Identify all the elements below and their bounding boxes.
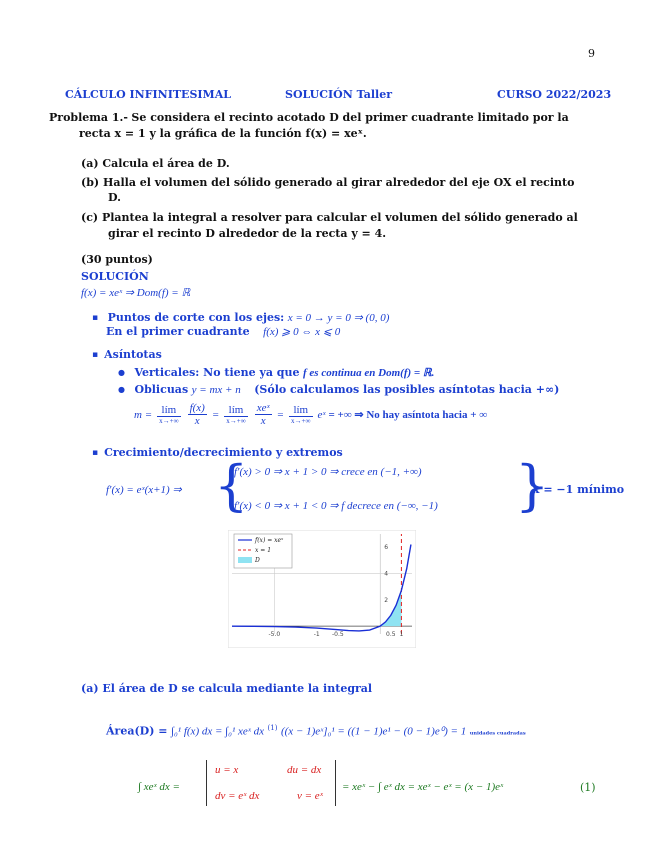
vertical-asymptotes (118, 366, 434, 379)
x-tick-label: 1 (399, 631, 404, 639)
function-plot (228, 530, 416, 648)
item-a (81, 157, 230, 170)
x-tick-label: 0.5 (386, 631, 396, 639)
left-brace: { (214, 454, 249, 517)
vertical-math: f es continua en Dom(f) = ℝ. (303, 367, 435, 379)
item-b-text: Halla el volumen del sólido generado al girar alrededor del eje OX el recinto (102, 176, 575, 189)
solution-title: SOLUCIÓN (81, 270, 149, 283)
parts-u: u = x (215, 764, 239, 776)
legend-entry: f(x) = xeˣ (255, 537, 284, 544)
oblique-note: (Sólo calculamos las posibles asíntotas hacia +∞) (254, 383, 560, 396)
area-label: Área(D) = (106, 724, 168, 738)
item-a-text: Calcula el área de D. (102, 157, 230, 170)
x-tick-label: -5.0 (268, 631, 281, 639)
parts-lhs: ∫ xeˣ dx = (138, 781, 180, 793)
growth-heading: ▪ Crecimiento/decrecimiento y extremos (92, 446, 343, 459)
item-b-text-2: D. (108, 191, 121, 204)
parts-rhs: = xeˣ − ∫ eˣ dx = xeˣ − eˣ = (x − 1)eˣ (342, 781, 504, 793)
item-b-tag: (b) (81, 176, 100, 189)
y-tick-label: 2 (384, 596, 389, 604)
case-1: f′(x) > 0 ⇒ x + 1 > 0 ⇒ crece en (−1, +∞) (234, 466, 422, 478)
oblique-asymptotes (118, 383, 559, 396)
minimum-label: x = −1 mínimo (533, 483, 625, 496)
document-type: SOLUCIÓN Taller (285, 88, 393, 101)
m-limit-line: m = $\frac{\text{lím}}{x\to+\infty}$ $\frac{f(x)}{x}$ = $\frac{\text{lím}}{x\to+\infty}$ $\frac{\text{xeˣ}}{x}$ = $\frac{\text{lím}}{x\to+\infty}$ eˣ = +∞ ⇒ No hay asíntota hacia + ∞ (134, 402, 488, 427)
course-year: CURSO 2022/2023 (497, 88, 612, 101)
vertical-label: Verticales: No tiene ya que (134, 366, 300, 379)
course-title: CÁLCULO INFINITESIMAL (65, 88, 231, 101)
first-quadrant-label: En el primer cuadrante (106, 325, 250, 338)
problem-text-1: Se considera el recinto acotado D del primer cuadrante limitado por la (131, 111, 569, 124)
area-eq-mark: (1) (267, 724, 278, 732)
parts-eq-number: (1) (580, 781, 596, 794)
case-2: f′(x) < 0 ⇒ x + 1 < 0 ⇒ f decrece en (−∞, −1) (234, 500, 438, 512)
problem-text-2: recta x = 1 y la gráfica de la función f(x) = xeˣ. (79, 127, 367, 140)
parts-v: v = eˣ (297, 790, 323, 802)
case-increasing (234, 465, 422, 478)
first-quadrant (106, 325, 340, 338)
asymptotes-heading: ▪ Asíntotas (92, 348, 162, 361)
area-expr: ∫₀¹ f(x) dx = ∫₀¹ xeˣ dx (170, 725, 265, 738)
legend-entry: x = 1 (255, 547, 272, 554)
parts-dv: dv = eˣ dx (215, 790, 260, 802)
item-c (81, 211, 578, 224)
domain-line: f(x) = xeˣ ⇒ Dom(f) = ℝ (81, 287, 191, 299)
points: (30 puntos) (81, 253, 153, 266)
legend-swatch-region (238, 557, 252, 563)
item-a-tag: (a) (81, 157, 99, 170)
cuts-math: x = 0 → y = 0 ⇒ (0, 0) (287, 312, 390, 324)
parts-du: du = dx (287, 764, 322, 776)
oblique-math: y = mx + n (191, 384, 241, 396)
area-line (106, 724, 526, 738)
oblique-label: Oblicuas (134, 383, 189, 396)
page-number: 9 (588, 47, 595, 60)
area-units: unidades cuadradas (469, 730, 526, 737)
x-tick-label: -0.5 (332, 631, 344, 639)
part-a-heading: (a) El área de D se calcula mediante la integral (81, 682, 373, 695)
problem-label: Problema 1.- (49, 111, 128, 124)
parts-table (206, 760, 336, 806)
legend-entry: D (255, 557, 260, 564)
item-b (81, 176, 574, 189)
m-limit-result: = +∞ ⇒ No hay asíntota hacia + ∞ (328, 409, 488, 421)
problem-statement (49, 111, 569, 124)
item-c-text: Plantea la integral a resolver para calcular el volumen del sólido generado al (101, 211, 578, 224)
y-tick-label: 4 (384, 570, 389, 578)
case-decreasing (234, 499, 438, 512)
item-c-tag: (c) (81, 211, 99, 224)
first-quadrant-math: f(x) ⩾ 0 ⇔ x ⩽ 0 (263, 326, 341, 338)
cuts-item (92, 311, 389, 324)
y-tick-label: 6 (384, 544, 389, 552)
area-result: ((x − 1)eˣ]₀¹ = ((1 − 1)e¹ − (0 − 1)e⁰) = 1 (280, 725, 467, 738)
item-c-text-2: girar el recinto D alrededor de la recta y = 4. (108, 227, 387, 240)
cuts-label: Puntos de corte con los ejes: (107, 311, 285, 324)
x-tick-label: -1 (313, 631, 320, 639)
fprime-line: f′(x) = eˣ(x+1) ⇒ (106, 484, 182, 496)
right-brace: } (515, 454, 550, 517)
